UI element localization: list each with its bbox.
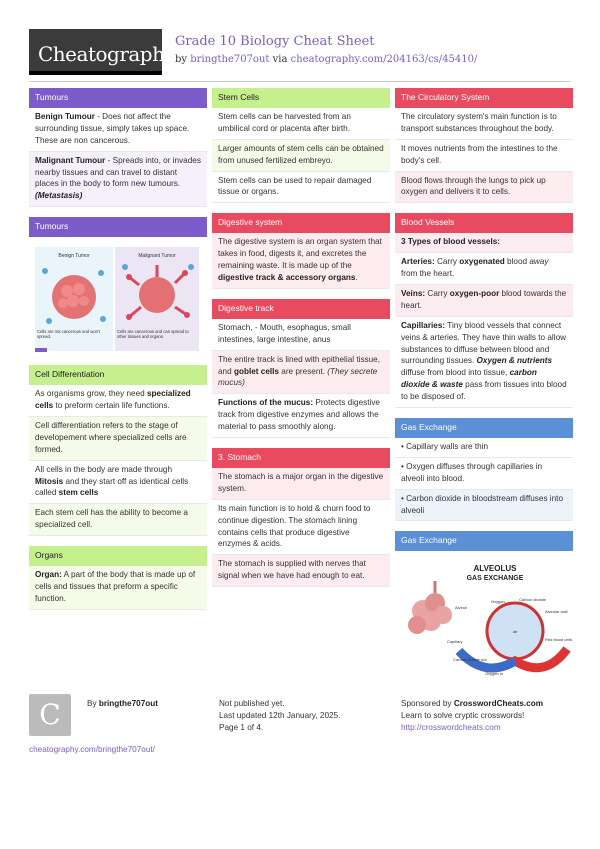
text: to preform certain life functions. — [53, 401, 170, 411]
row-2: It moves nutrients from the intestines to the body's cell. — [395, 140, 573, 172]
text: oxygenated — [459, 257, 505, 267]
label-oxygen: Oxygen — [491, 599, 505, 605]
section-title: Blood Vessels — [395, 213, 573, 233]
malignant-text: - Spreads into, or invades nearby tissues and can travel to distant places in the body to form new tumours. — [35, 155, 201, 189]
row-types — [395, 233, 573, 253]
accessory-organs: accessory organs — [285, 273, 356, 283]
row-3 — [29, 461, 207, 505]
text: Carry — [434, 257, 460, 267]
text: Oxygen & nutrients — [476, 356, 553, 366]
label-alveoli: Alveoli — [455, 605, 467, 611]
sponsor-name: CrosswordCheats.com — [453, 699, 543, 708]
section-gas-exchange-image — [395, 531, 573, 681]
section-title: The Circulatory System — [395, 88, 573, 108]
footer-author-name[interactable]: bringthe707out — [98, 699, 158, 708]
organ-text: A part of the body that is made up of cells and tissues that preform a specific function. — [35, 570, 196, 603]
footer-sponsor — [401, 698, 579, 734]
text: are present. — [278, 366, 328, 376]
sheet-url-link[interactable]: cheatography.com/204163/cs/45410/ — [290, 53, 478, 65]
published-status: Not published yet. — [219, 699, 285, 708]
text: Sponsored by — [401, 699, 454, 708]
text: The digestive system is an organ system that takes in food, digests it, and excretes the remaining waste. It is made up of the — [218, 237, 382, 271]
row-3: • Carbon dioxide in bloodstream diffuses into alveoli — [395, 490, 573, 522]
malignant-note: Cells are cancerous and can spread to other tissues and organs. — [117, 329, 189, 340]
benign-text: - Does not affect the surrounding tissue, simply takes up space. These are non cancerous. — [35, 112, 190, 145]
row-1: • Capillary walls are thin — [395, 438, 573, 458]
section-title: Digestive track — [212, 299, 390, 319]
avatar[interactable]: C — [29, 694, 71, 736]
row-3: Blood flows through the lungs to pick up oxygen and delivers it to cells. — [395, 172, 573, 204]
text: diffuse from blood into tissue, — [401, 368, 510, 378]
row-3 — [212, 394, 390, 438]
text: carbon dioxide & waste — [401, 368, 537, 390]
section-digestive-system — [212, 213, 390, 289]
malignant-label: Malignant Tumour — [35, 155, 106, 165]
section-tumours-image — [29, 217, 207, 355]
footer-meta — [219, 698, 397, 734]
malignant-caption: Malignant Tumor — [138, 253, 176, 260]
label-capillary: Capillary — [447, 639, 463, 645]
malignant-note: (Metastasis) — [35, 191, 83, 201]
stem-cells: stem cells — [58, 488, 99, 498]
last-updated: Last updated 12th January, 2025. — [219, 710, 341, 720]
header — [29, 29, 571, 75]
section-tumours — [29, 88, 207, 207]
alveolus-illustration — [395, 551, 573, 681]
text: Carry — [425, 289, 450, 299]
footer-by-line — [87, 698, 158, 710]
section-title: 3. Stomach — [212, 448, 390, 468]
footer-author — [29, 688, 207, 758]
section-organs — [29, 546, 207, 610]
specialized-cells: specialized cells — [35, 389, 191, 411]
section-title: Tumours — [29, 88, 207, 108]
section-title: Tumours — [29, 217, 207, 237]
section-blood-vessels — [395, 213, 573, 408]
section-title: Stem Cells — [212, 88, 390, 108]
tumor-diagram — [29, 237, 207, 355]
label-o2-in: Oxygen in — [485, 671, 504, 677]
row-arteries — [395, 253, 573, 285]
column-3 — [395, 88, 573, 691]
section-title: Gas Exchange — [395, 531, 573, 551]
title-block — [175, 33, 477, 67]
benign-note: Cells are not cancerous and won't spread. — [37, 329, 100, 340]
byline-via: via — [272, 53, 288, 65]
page-number: Page 1 of 4. — [219, 722, 264, 732]
text: & — [275, 273, 286, 283]
text: away — [529, 257, 549, 267]
byline-by: by — [175, 53, 188, 65]
text: The entire track is lined with epithelial tissue, and — [218, 354, 381, 376]
text: blood towards the heart. — [401, 289, 567, 310]
section-cell-differentiation — [29, 365, 207, 536]
text: blood — [504, 257, 530, 267]
section-digestive-track — [212, 299, 390, 438]
row-2: Its main function is to hold & churn food to continue digestion. The stomach lining contains cells that produce digestive enzymes & acids. — [212, 500, 390, 556]
row-2: Larger amounts of stem cells can be obtained from unused fertilized embreyo. — [212, 140, 390, 172]
text: As organisms grow, they need — [35, 389, 147, 399]
mucus-label: Functions of the mucus: — [218, 398, 314, 408]
section-title: Digestive system — [212, 213, 390, 233]
footer — [29, 688, 571, 758]
column-1 — [29, 88, 207, 620]
text: pass from tissues into blood to be disposed of. — [401, 380, 567, 402]
sponsor-tagline: Learn to solve cryptic crosswords! — [401, 710, 525, 720]
row-veins — [395, 285, 573, 317]
label-co2: Carbon dioxide — [519, 597, 546, 603]
text: Tiny blood vessels that connect veins & arteries. They have thin walls to allow substances to diffuse between blood and surrounding tissues. — [401, 320, 567, 366]
sheet-title[interactable]: Grade 10 Biology Cheat Sheet — [175, 34, 375, 49]
text: Capillaries: — [401, 320, 446, 330]
cheatography-logo[interactable] — [29, 29, 176, 75]
text: By — [87, 699, 99, 708]
text: . — [355, 273, 358, 283]
section-title: Organs — [29, 546, 207, 566]
goblet-cells: goblet cells — [233, 366, 279, 376]
row-4: Each stem cell has the ability to become a specialized cell. — [29, 504, 207, 536]
text: from the heart. — [401, 269, 455, 279]
row-benign — [29, 108, 207, 152]
text: Veins: — [401, 289, 426, 299]
text: and they start off as identical cells called — [35, 476, 189, 498]
benign-caption: Benign Tumor — [58, 253, 90, 260]
row-1: Stomach, - Mouth, esophagus, small intestines, large intestine, anus — [212, 319, 390, 351]
label-air: air — [513, 629, 518, 635]
row-malignant — [29, 152, 207, 208]
section-stem-cells — [212, 88, 390, 203]
diagram-title-1: ALVEOLUS — [473, 564, 517, 574]
profile-link[interactable]: cheatography.com/bringthe707out/ — [29, 745, 155, 754]
byline — [175, 53, 477, 68]
column-2 — [212, 88, 390, 597]
label-co2-out: Carbon dioxide out — [453, 657, 487, 663]
alveolus-diagram — [395, 551, 573, 681]
text: oxygen-poor — [449, 289, 500, 299]
logo-bar — [29, 71, 162, 75]
row-2: • Oxygen diffuses through capillaries in alveoli into blood. — [395, 458, 573, 490]
row-2 — [212, 351, 390, 395]
diagram-title-2: GAS EXCHANGE — [466, 575, 524, 583]
section-stomach — [212, 448, 390, 587]
section-circulatory-system — [395, 88, 573, 203]
header-divider — [29, 81, 571, 82]
row-1: Stem cells can be harvested from an umbilical cord or placenta after birth. — [212, 108, 390, 140]
organ-label: Organ: — [35, 570, 62, 580]
row-3: The stomach is supplied with nerves that signal when we have had enough to eat. — [212, 555, 390, 587]
mucus-note: (They secrete mucus) — [218, 366, 378, 388]
alveoli-cluster — [408, 581, 452, 634]
row-1 — [212, 233, 390, 289]
benign-label: Benign Tumour — [35, 112, 95, 121]
sponsor-link[interactable]: http://crosswordcheats.com — [401, 722, 501, 732]
author-link[interactable]: bringthe707out — [190, 53, 270, 65]
row-1 — [29, 385, 207, 417]
mitosis: Mitosis — [35, 476, 64, 486]
text: Arteries: — [401, 257, 435, 267]
text: All cells in the body are made through — [35, 464, 172, 474]
section-title: Cell Differentiation — [29, 365, 207, 385]
row-2: Cell differentiation refers to the stage of developement where specialized cells are formed. — [29, 417, 207, 461]
row-1: The circulatory system's main function is to transport substances throughout the body. — [395, 108, 573, 140]
label-alveolar-wall: Alveolar wall — [545, 609, 568, 615]
section-title: Gas Exchange — [395, 418, 573, 438]
section-gas-exchange — [395, 418, 573, 521]
row-1: The stomach is a major organ in the digestive system. — [212, 468, 390, 500]
row-organ — [29, 566, 207, 610]
tumor-illustration — [29, 237, 207, 355]
row-3: Stem cells can be used to repair damaged tissue or organs. — [212, 172, 390, 204]
digestive-track: digestive track — [218, 273, 276, 283]
sponsor-line — [401, 698, 579, 710]
logo-text: Cheatography — [38, 42, 176, 66]
text: 3 Types of blood vessels: — [401, 237, 501, 247]
text: Protects digestive track from digestive enzymes and allows the material to pass smoothly along. — [218, 398, 380, 432]
row-capillaries — [395, 317, 573, 408]
label-rbc: Red blood cells — [545, 637, 573, 643]
